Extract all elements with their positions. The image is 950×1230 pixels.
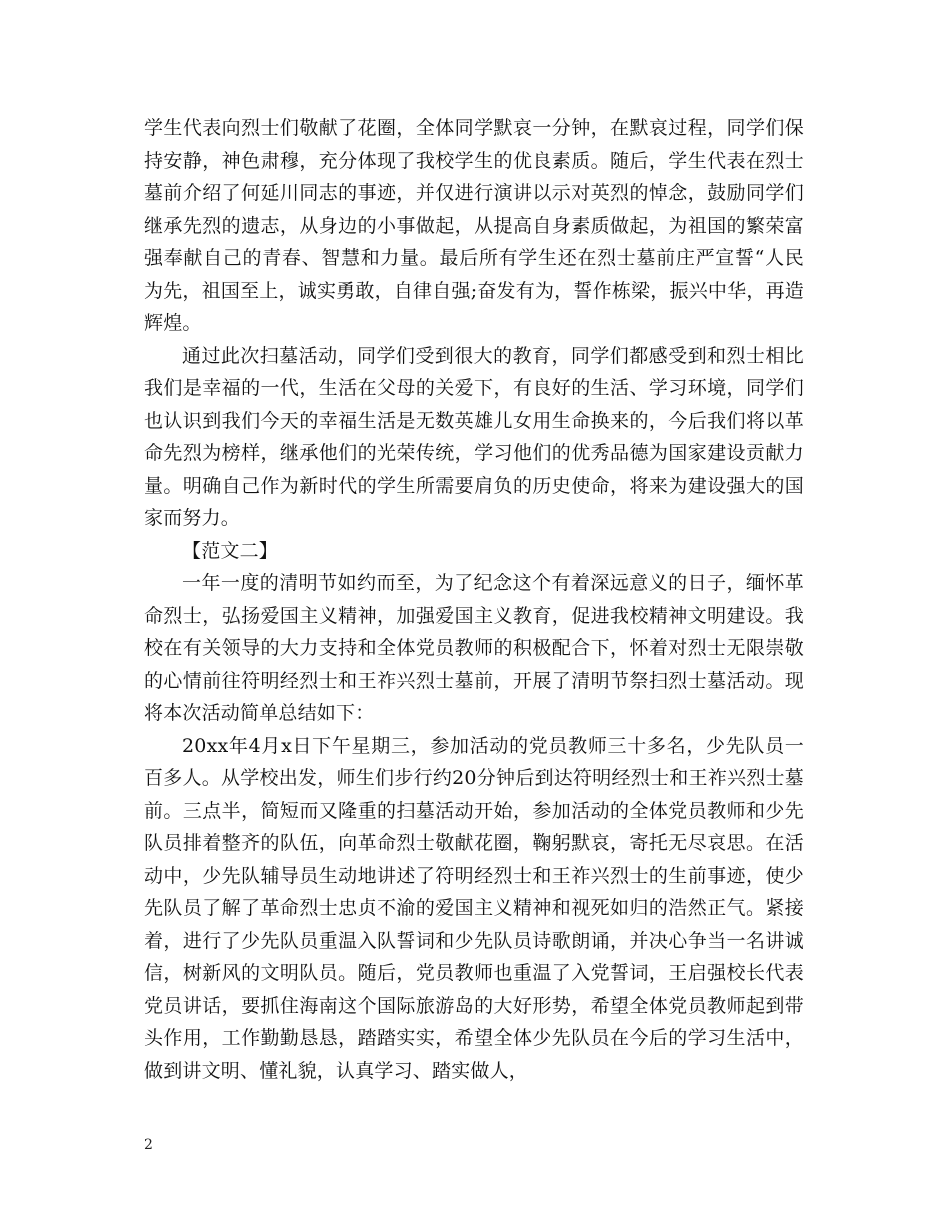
document-body	[144, 112, 804, 1087]
page-number: 2	[144, 1137, 153, 1153]
section-heading-sample-two: 【范文二】	[182, 539, 279, 562]
paragraph-4: 20xx年4月x日下午星期三，参加活动的党员教师三十多名，少先队员一百多人。从学校出发，师生们步行约20分钟后到达符明经烈士和王祚兴烈士墓前。三点半，简短而又隆重的扫墓活动开始，参加活动的全体党员教师和少先队员排着整齐的队伍，向革命烈士敬献花圈，鞠躬默哀，寄托无尽哀思。在活动中，少先队辅导员生动地讲述了符明经烈士和王祚兴烈士的生前事迹，使少先队员了解了革命烈士忠贞不渝的爱国主义精神和视死如归的浩然正气。紧接着，进行了少先队员重温入队誓词和少先队员诗歌朗诵，并决心争当一名讲诚信，树新风的文明队员。随后，党员教师也重温了入党誓词，王启强校长代表党员讲话，要抓住海南这个国际旅游岛的大好形势，希望全体党员教师起到带头作用，工作勤勤恳恳，踏踏实实，希望全体少先队员在今后的学习生活中，做到讲文明、懂礼貌，认真学习、踏实做人，	[144, 734, 804, 1082]
paragraph-1: 学生代表向烈士们敬献了花圈，全体同学默哀一分钟，在默哀过程，同学们保持安静，神色肃穆，充分体现了我校学生的优良素质。随后，学生代表在烈士墓前介绍了何延川同志的事迹，并仅进行演讲以示对英烈的悼念，鼓励同学们继承先烈的遗志，从身边的小事做起，从提高自身素质做起，为祖国的繁荣富强奉献自己的青春、智慧和力量。最后所有学生还在烈士墓前庄严宣誓“人民为先，祖国至上，诚实勇敢，自律自强;奋发有为，誓作栋梁，振兴中华，再造辉煌。	[144, 117, 804, 334]
paragraph-2: 通过此次扫墓活动，同学们受到很大的教育，同学们都感受到和烈士相比我们是幸福的一代，生活在父母的关爱下，有良好的生活、学习环境，同学们也认识到我们今天的幸福生活是无数英雄儿女用生命换来的，今后我们将以革命先烈为榜样，继承他们的光荣传统，学习他们的优秀品德为国家建设贡献力量。明确自己作为新时代的学生所需要肩负的历史使命，将来为建设强大的国家而努力。	[144, 344, 804, 529]
paragraph-3: 一年一度的清明节如约而至，为了纪念这个有着深远意义的日子，缅怀革命烈士，弘扬爱国主义精神，加强爱国主义教育，促进我校精神文明建设。我校在有关领导的大力支持和全体党员教师的积极配合下，怀着对烈士无限崇敬的心情前往符明经烈士和王祚兴烈士墓前，开展了清明节祭扫烈士墓活动。现将本次活动简单总结如下：	[144, 572, 804, 724]
